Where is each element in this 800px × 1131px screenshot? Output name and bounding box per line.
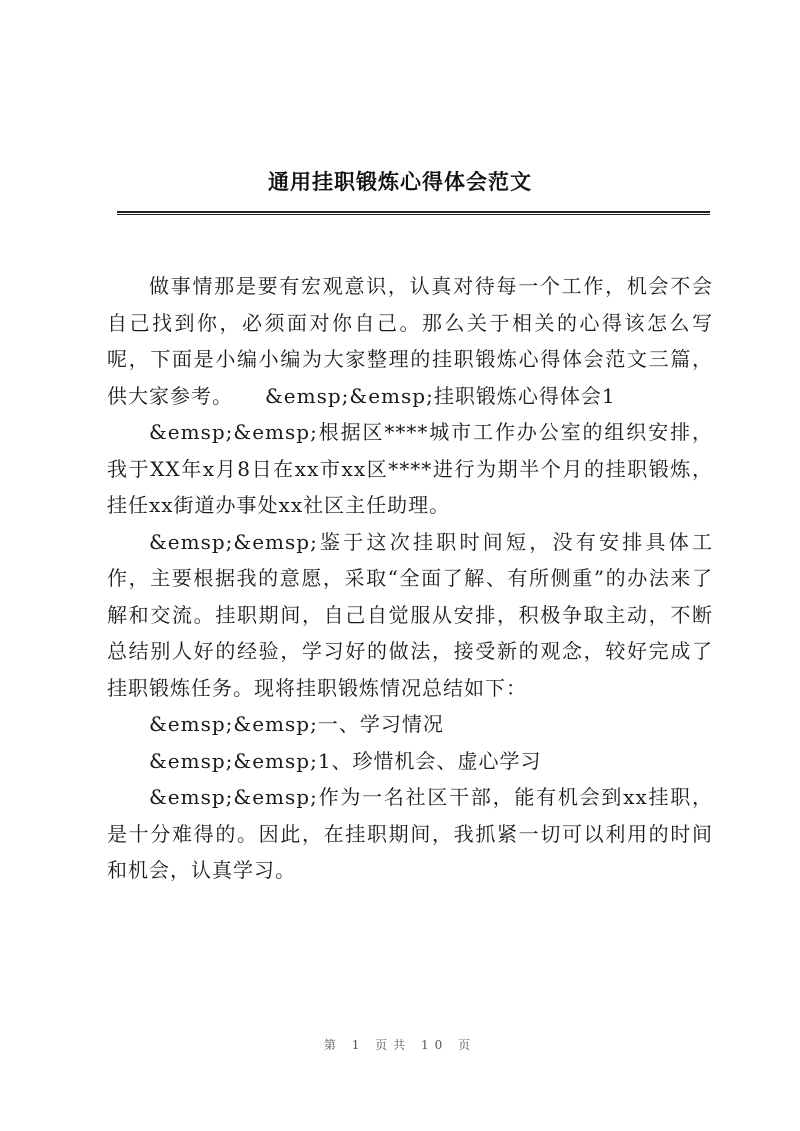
paragraph-approach: &emsp;&emsp;鉴于这次挂职时间短，没有安排具体工作，主要根据我的意愿，采取“全面了解、有所侧重”的办法来了解和交流。挂职期间，自己自觉服从安排，积极争取主动，不断总结别人好的经验，学习好的做法，接受新的观念，较好完成了挂职锻炼任务。现将挂职锻炼情况总结如下： [107,529,713,700]
subsection-heading-cherish: &emsp;&emsp;1、珍惜机会、虚心学习 [149,748,542,773]
section-heading-study: &emsp;&emsp;一、学习情况 [149,712,444,736]
title-divider [117,211,710,215]
paragraph-arrangement: &emsp;&emsp;根据区****城市工作办公室的组织安排，我于XX年x月8日在xx市xx区****进行为期半个月的挂职锻炼，挂任xx街道办事处xx社区主任助理。 [107,420,713,517]
document-title: 通用挂职锻炼心得体会范文 [268,169,532,194]
document-body [107,268,713,889]
page-number-footer: 第 1 页共 10 页 [323,1038,477,1052]
paragraph-community-cadre: &emsp;&emsp;作为一名社区干部，能有机会到xx挂职，是十分难得的。因此，在挂职期间，我抓紧一切可以利用的时间和机会，认真学习。 [107,785,713,882]
paragraph-intro: 做事情那是要有宏观意识，认真对待每一个工作，机会不会自己找到你，必须面对你自己。那么关于相关的心得该怎么写呢，下面是小编小编为大家整理的挂职锻炼心得体会范文三篇，供大家参考。 &emsp;&emsp;挂职锻炼心得体会1 [107,274,713,408]
